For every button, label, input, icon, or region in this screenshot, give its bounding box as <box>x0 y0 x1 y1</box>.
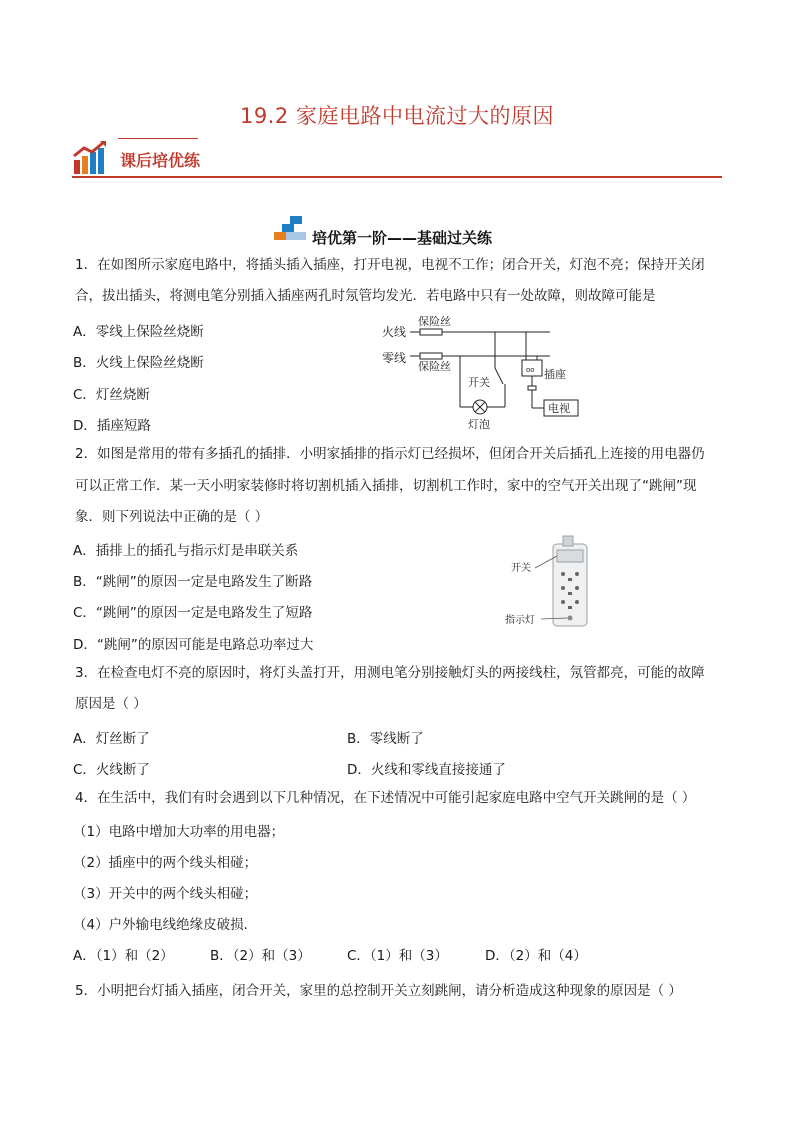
section-header <box>72 136 722 178</box>
question-3-option-c: C．火线断了 <box>73 762 150 778</box>
question-5-line-1: 5．小明把台灯插入插座，闭合开关，家里的总控制开关立刻跳闸，请分析造成这种现象的原因是（ ） <box>75 983 682 999</box>
socket-label: 插座 <box>544 368 566 381</box>
question-2-line-3: 象．则下列说法中正确的是（ ） <box>75 509 269 525</box>
page-title: 19.2 家庭电路中电流过大的原因 <box>240 104 554 128</box>
fuse-label-1: 保险丝 <box>418 315 451 328</box>
household-circuit-diagram <box>380 312 610 436</box>
question-2-line-2: 可以正常工作．某一天小明家装修时将切割机插入插排，切割机工作时，家中的空气开关出现了“跳闸”现 <box>75 478 697 494</box>
question-4-option-c: C．（1）和（3） <box>347 948 448 964</box>
question-3-option-a: A．灯丝断了 <box>73 731 150 747</box>
section-label: 课后培优练 <box>120 151 201 170</box>
question-3-option-b: B．零线断了 <box>347 731 424 747</box>
question-4-line-1: 4．在生活中，我们有时会遇到以下几种情况，在下述情况中可能引起家庭电路中空气开关跳闸的是（ ） <box>75 790 696 806</box>
switch-label: 开关 <box>468 376 490 389</box>
question-3-line-2: 原因是（ ） <box>75 696 147 712</box>
power-strip-figure <box>505 530 605 630</box>
strip-switch-label: 开关 <box>511 563 531 574</box>
fuse-label-2: 保险丝 <box>418 360 451 373</box>
question-1-line-1: 1．在如图所示家庭电路中，将插头插入插座，打开电视，电视不工作；闭合开关，灯泡不亮；保持开关闭 <box>75 257 705 273</box>
question-1-option-a: A．零线上保险丝烧断 <box>73 324 204 340</box>
question-3-line-1: 3．在检查电灯不亮的原因时，将灯头盖打开，用测电笔分别接触灯头的两接线柱，氖管都亮，可能的故障 <box>75 665 705 681</box>
question-4-item-2: （2）插座中的两个线头相碰； <box>73 855 258 871</box>
question-2-option-c: C．“跳闸”的原因一定是电路发生了短路 <box>73 605 313 621</box>
live-wire-label: 火线 <box>382 325 407 339</box>
socket-holes-label: oo <box>526 366 535 374</box>
stage-title: 培优第一阶——基础过关练 <box>312 229 493 247</box>
question-1-line-2: 合，拔出插头，将测电笔分别插入插座两孔时氖管均发光．若电路中只有一处故障，则故障可能是 <box>75 288 656 304</box>
step-blocks-icon <box>274 216 308 242</box>
question-2-option-a: A．插排上的插孔与指示灯是串联关系 <box>73 543 299 559</box>
question-4-option-b: B．（2）和（3） <box>210 948 311 964</box>
question-1-option-c: C．灯丝烧断 <box>73 387 150 403</box>
question-4-item-3: （3）开关中的两个线头相碰； <box>73 886 258 902</box>
question-1-option-d: D．插座短路 <box>73 418 151 434</box>
neutral-wire-label: 零线 <box>382 351 407 365</box>
question-4-item-4: （4）户外输电线绝缘皮破损． <box>73 917 258 933</box>
question-2-option-d: D．“跳闸”的原因可能是电路总功率过大 <box>73 637 314 653</box>
question-4-option-d: D．（2）和（4） <box>485 948 587 964</box>
question-3-option-d: D．火线和零线直接接通了 <box>347 762 506 778</box>
question-2-line-1: 2．如图是常用的带有多插孔的插排．小明家插排的指示灯已经损坏，但闭合开关后插孔上连接的用电器仍 <box>75 446 705 462</box>
growth-chart-icon <box>72 140 108 176</box>
tv-label: 电视 <box>548 402 570 415</box>
bulb-label: 灯泡 <box>468 418 490 431</box>
question-2-option-b: B．“跳闸”的原因一定是电路发生了断路 <box>73 574 313 590</box>
question-4-option-a: A．（1）和（2） <box>73 948 174 964</box>
strip-indicator-label: 指示灯 <box>505 615 535 626</box>
question-4-item-1: （1）电路中增加大功率的用电器； <box>73 824 285 840</box>
question-1-option-b: B．火线上保险丝烧断 <box>73 355 204 371</box>
